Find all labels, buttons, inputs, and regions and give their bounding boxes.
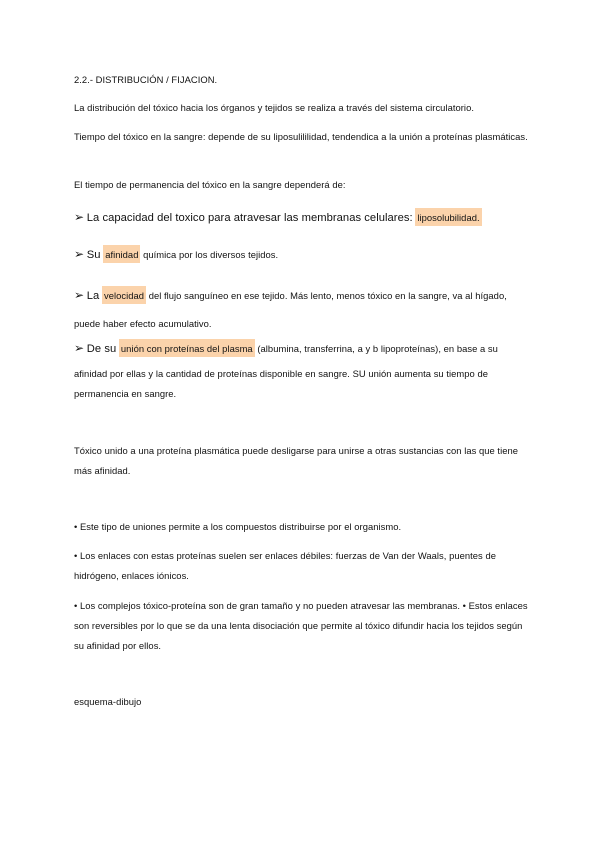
- detail-weak-bonds: • Los enlaces con estas proteínas suelen ser enlaces débiles: fuerzas de Van der Waals, puentes de hidrógeno, enlaces iónicos.: [74, 550, 496, 581]
- bullet-velocity: [74, 281, 534, 338]
- detail-complex-size: • Los complejos tóxico-proteína son de gran tamaño y no pueden atravesar las membranas. • Estos enlaces son reversibles por lo que se da una lenta disociación que permite al tóxico difundir hacia los tejidos según su afinidad por ellos.: [74, 600, 528, 651]
- bullet-plasma-pre: De su: [86, 343, 117, 355]
- bullet-plasma-line2: afinidad por ellas y la cantidad de proteínas disponible en sangre. SU unión aumenta su tiempo de permanencia en sangre.: [74, 368, 488, 399]
- paragraph-permanence: El tiempo de permanencia del tóxico en la sangre dependerá de:: [74, 179, 346, 190]
- arrow-bullet-icon: ➢: [74, 288, 85, 302]
- bullet-plasma-post: (albumina, transferrina, a y b lipoproteínas), en base a su: [257, 343, 498, 354]
- highlight-liposolubility: liposolubilidad.: [415, 208, 481, 226]
- bullet-plasma: [74, 337, 534, 404]
- bullet-velocity-pre: La: [86, 290, 100, 302]
- bullet-capacity-text: La capacidad del toxico para atravesar las membranas celulares:: [86, 212, 413, 224]
- paragraph-distribution: La distribución del tóxico hacia los órganos y tejidos se realiza a través del sistema circulatorio.: [74, 102, 474, 113]
- arrow-bullet-icon: ➢: [74, 341, 85, 355]
- arrow-bullet-icon: ➢: [74, 210, 85, 224]
- section-heading: 2.2.- DISTRIBUCIÓN / FIJACION.: [74, 74, 218, 85]
- bullet-velocity-post: del flujo sanguíneo en ese tejido. Más lento, menos tóxico en la sangre, va al hígado,: [148, 290, 507, 301]
- paragraph-blood-time: Tiempo del tóxico en la sangre: depende de su liposulililidad, tendendica a la unión a proteínas plasmáticas.: [74, 131, 528, 142]
- detail-distribution: • Este tipo de uniones permite a los compuestos distribuirse por el organismo.: [74, 521, 402, 532]
- bullet-capacity: [74, 207, 534, 228]
- footer-sketch-label: esquema-dibujo: [74, 696, 142, 707]
- bullet-affinity: [74, 244, 534, 265]
- highlight-plasma-union: unión con proteínas del plasma: [119, 339, 255, 357]
- paragraph-protein-binding: Tóxico unido a una proteína plasmática puede desligarse para unirse a otras sustancias con las que tiene más afinidad.: [74, 445, 519, 476]
- bullet-velocity-line2: puede haber efecto acumulativo.: [74, 318, 212, 329]
- arrow-bullet-icon: ➢: [74, 247, 85, 261]
- bullet-affinity-pre: Su: [86, 249, 101, 261]
- highlight-velocity: velocidad: [102, 286, 146, 304]
- bullet-affinity-post: química por los diversos tejidos.: [143, 249, 279, 260]
- highlight-affinity: afinidad: [103, 245, 140, 263]
